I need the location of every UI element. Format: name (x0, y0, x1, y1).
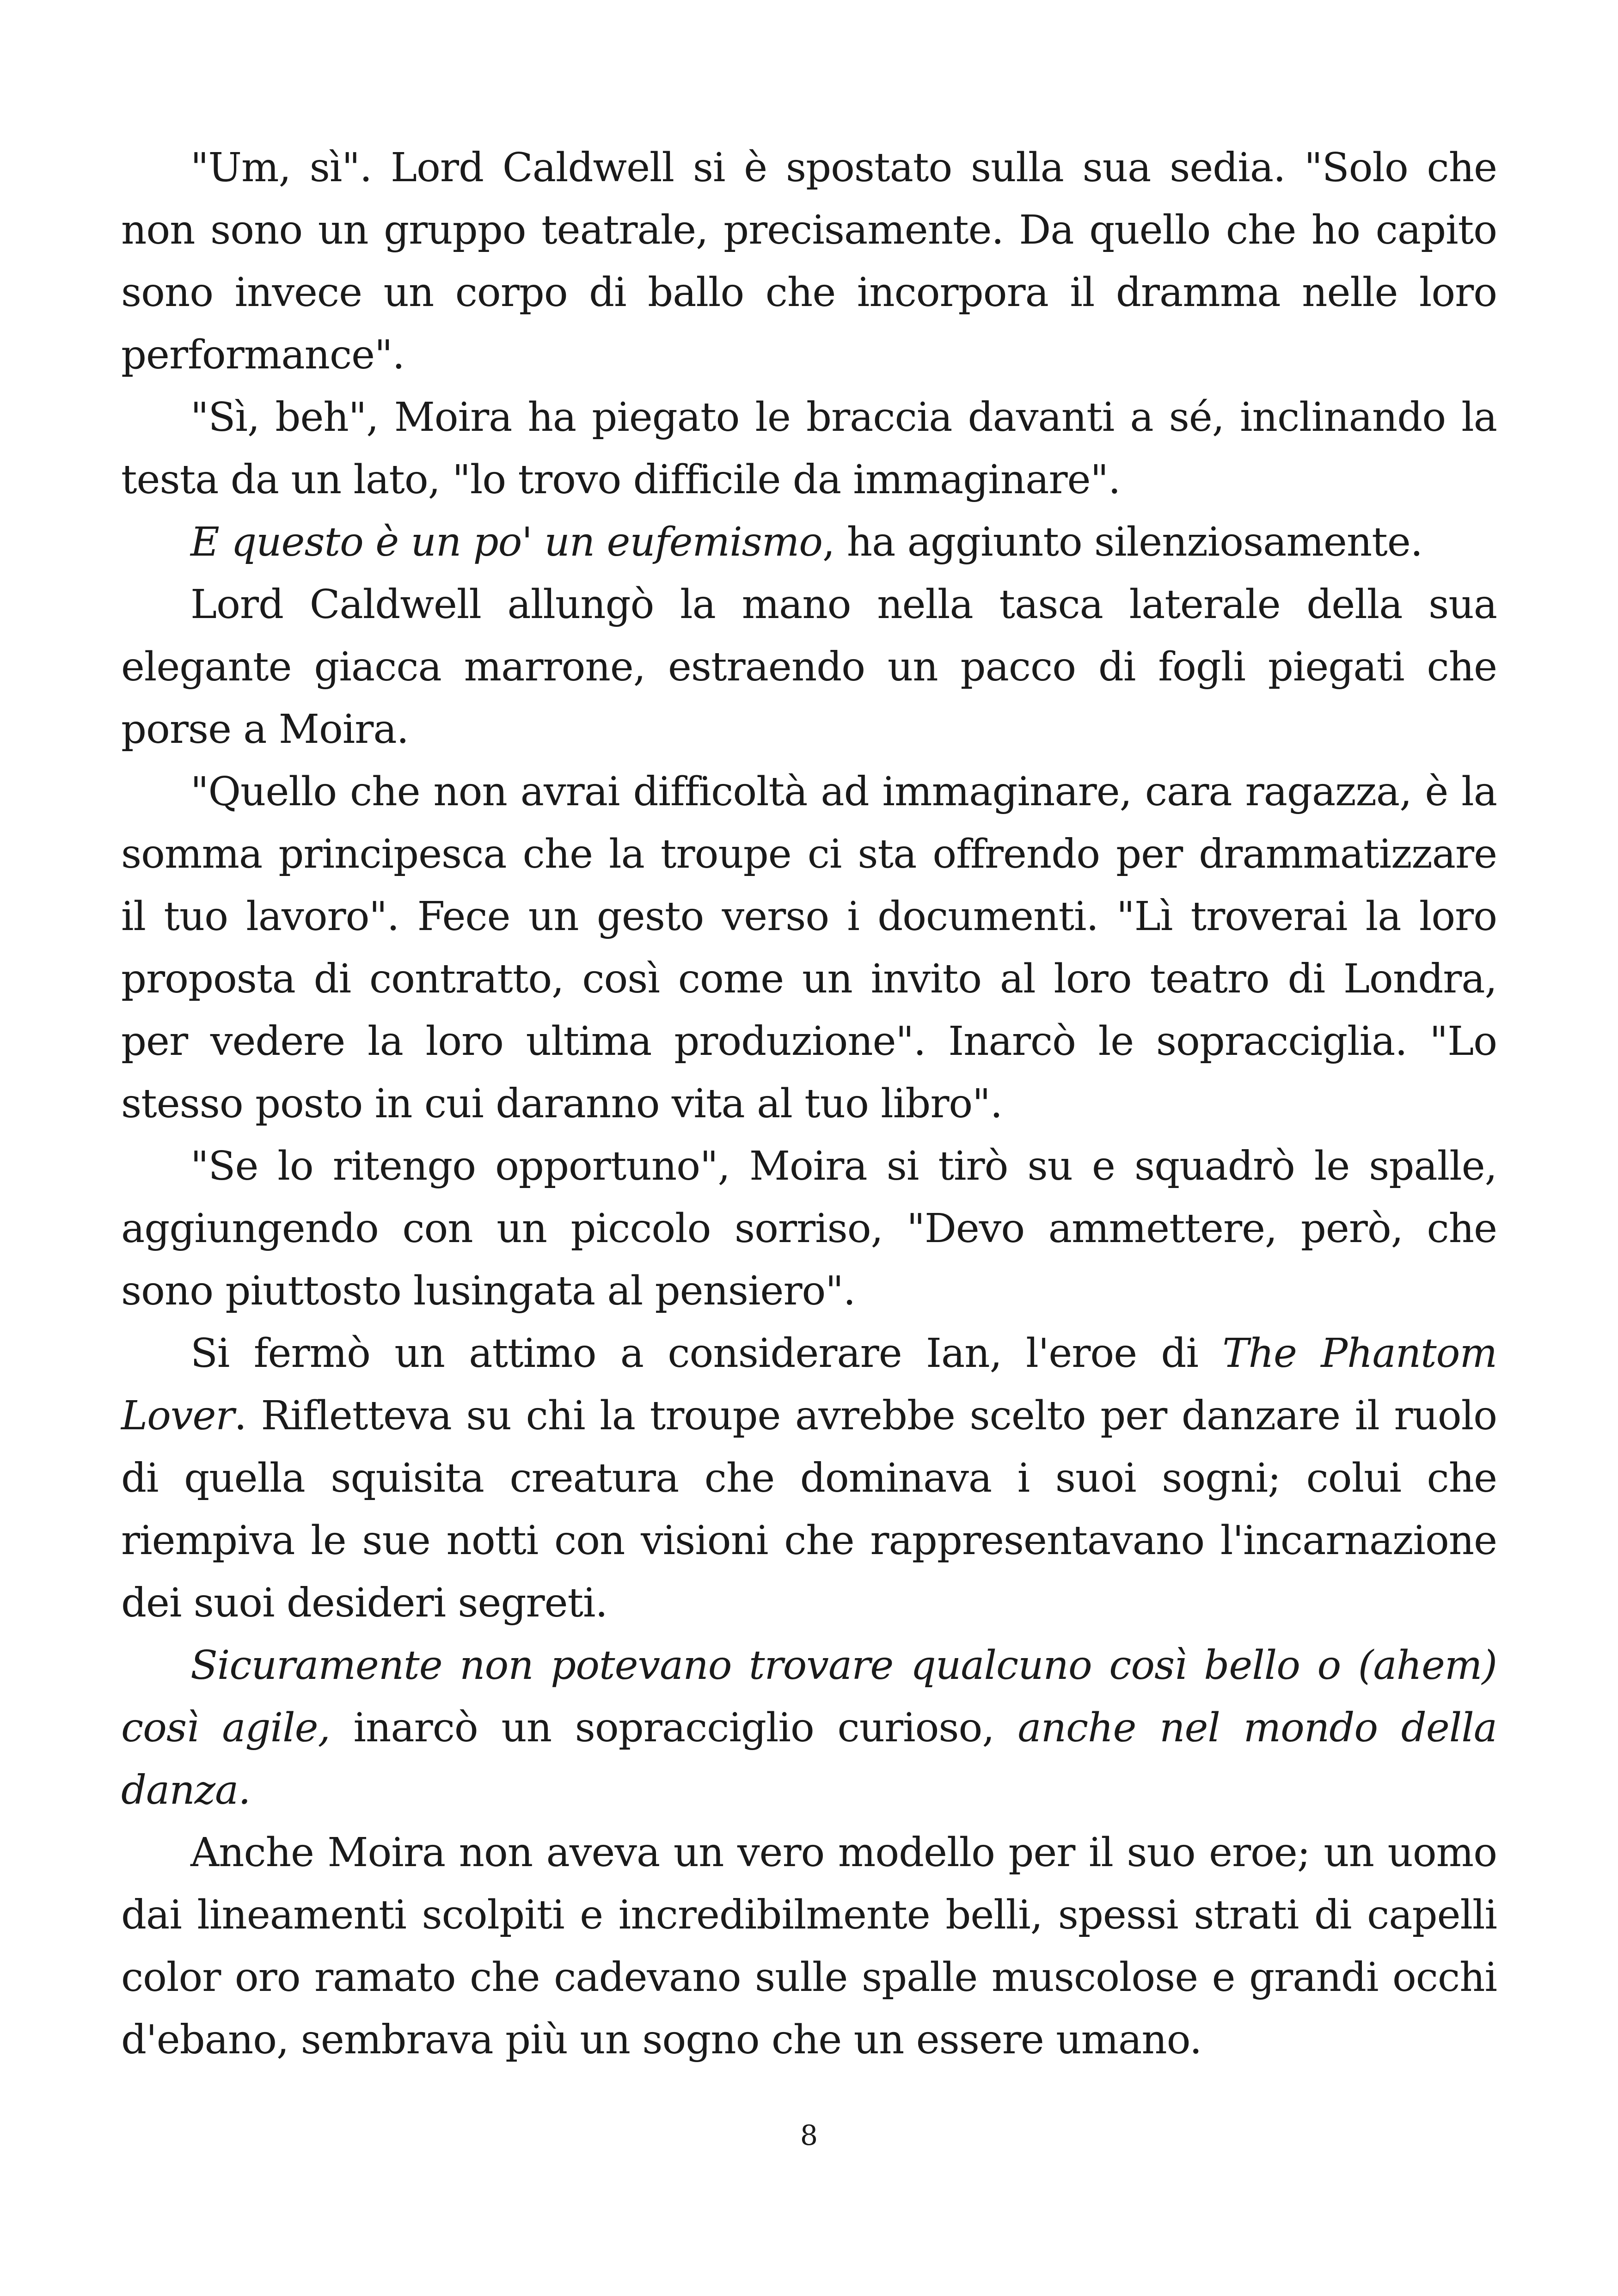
paragraph-text: inarcò un sopracciglio curioso, (330, 1705, 1018, 1751)
paragraph-4 (121, 574, 1497, 761)
paragraph-text: Anche Moira non aveva un vero modello per il suo eroe; un uomo dai lineamenti scolpiti e incredibilmente belli, spessi strati di capelli color oro ramato che cadevano sulle spalle muscolose e grandi occhi d'ebano, sembrava più un sogno che un essere umano. (121, 1830, 1497, 2063)
paragraph-text: "Se lo ritengo opportuno", Moira si tirò su e squadrò le spalle, aggiungendo con un piccolo sorriso, "Devo ammettere, però, che sono piuttosto lusingata al pensiero". (121, 1143, 1497, 1314)
paragraph-1 (121, 137, 1497, 386)
paragraph-text: . Rifletteva su chi la troupe avrebbe scelto per danzare il ruolo di quella squisita creatura che dominava i suoi sogni; colui che riempiva le sue notti con visioni che rappresentavano l'incarnazione dei suoi desideri segreti. (121, 1393, 1497, 1626)
page-number: 8 (800, 2119, 818, 2152)
paragraph-text: Si fermò un attimo a considerare Ian, l'eroe di (190, 1330, 1223, 1377)
paragraph-8 (121, 1635, 1497, 1822)
paragraph-text: "Quello che non avrai difficoltà ad immaginare, cara ragazza, è la somma principesca che la troupe ci sta offrendo per drammatizzare il tuo lavoro". Fece un gesto verso i documenti. "Lì troverai la loro proposta di contratto, così come un invito al loro teatro di Londra, per vedere la loro ultima produzione". Inarcò le sopracciglia. "Lo stesso posto in cui daranno vita al tuo libro". (121, 769, 1497, 1127)
paragraph-text: , ha aggiunto silenziosamente. (822, 519, 1423, 565)
paragraph-5 (121, 761, 1497, 1135)
paragraph-text: Lord Caldwell allungò la mano nella tasca laterale della sua elegante giacca marrone, estraendo un pacco di fogli piegati che porse a Moira. (121, 582, 1497, 753)
italic-thought: E questo è un po' un eufemismo (190, 519, 823, 565)
italic-thought: anche nel mondo della danza. (121, 1705, 1497, 1813)
paragraph-text: "Sì, beh", Moira ha piegato le braccia davanti a sé, inclinando la testa da un lato, "lo trovo difficile da immaginare". (121, 394, 1497, 503)
page-body (121, 137, 1497, 2071)
paragraph-7 (121, 1322, 1497, 1635)
paragraph-2 (121, 386, 1497, 511)
paragraph-9 (121, 1822, 1497, 2071)
paragraph-6 (121, 1135, 1497, 1322)
italic-thought: Sicuramente non potevano trovare qualcuno così bello o (ahem) così agile, (121, 1642, 1497, 1751)
paragraph-text: "Um, sì". Lord Caldwell si è spostato sulla sua sedia. "Solo che non sono un gruppo teatrale, precisamente. Da quello che ho capito sono invece un corpo di ballo che incorpora il dramma nelle loro performance". (121, 145, 1497, 378)
book-title: The Phantom Lover (121, 1330, 1497, 1439)
paragraph-3 (121, 511, 1497, 574)
